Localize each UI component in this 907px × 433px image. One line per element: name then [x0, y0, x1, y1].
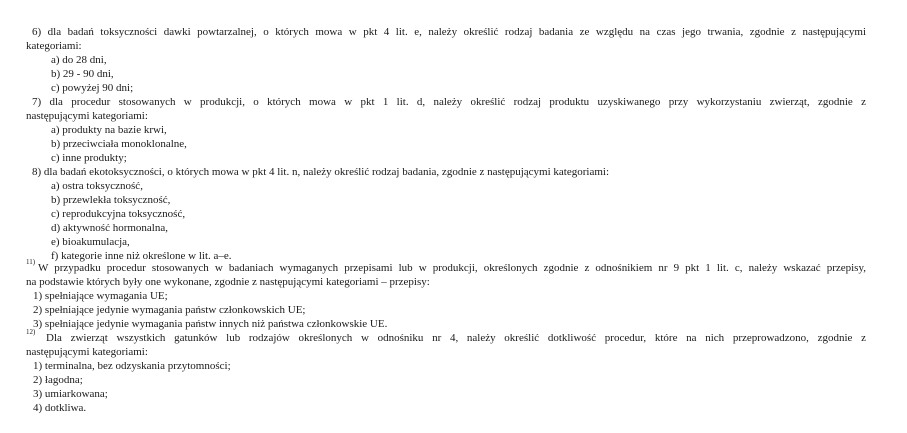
section-6-cont: kategoriami: — [26, 40, 82, 52]
footnote-12-text: Dla zwierząt wszystkich gatunków lub rodzajów określonych w odnośniku nr 4, należy określić dotkliwość procedur, które na nich przeprowadzono, zgodnie z — [46, 332, 866, 344]
footnote-11-text: W przypadku procedur stosowanych w badaniach wymaganych przepisami lub w produkcji, określonych zgodnie z odnośnikiem nr 9 pkt 1 lit. c, należy wskazać przepisy, — [38, 262, 866, 274]
footnote-11-mark: 11) — [26, 258, 36, 266]
section-7-item-c: c) inne produkty; — [51, 152, 127, 164]
section-8-item-a: a) ostra toksyczność, — [51, 180, 143, 192]
section-6-item-c: c) powyżej 90 dni; — [51, 82, 134, 94]
footnote-11-item-3: 3) spełniające jedynie wymagania państw innych niż państwa członkowskie UE. — [33, 318, 388, 330]
footnote-11-cont: na podstawie których były one wykonane, zgodnie z następującymi kategoriami – przepisy: — [26, 276, 430, 288]
footnote-12-item-3: 3) umiarkowana; — [33, 388, 108, 400]
section-7-cont: następującymi kategoriami: — [26, 110, 148, 122]
footnote-12-item-1: 1) terminalna, bez odzyskania przytomności; — [33, 360, 231, 372]
footnote-11-item-1: 1) spełniające wymagania UE; — [33, 290, 168, 302]
section-8-item-f: f) kategorie inne niż określone w lit. a–e. — [51, 250, 232, 262]
section-8-text: 8) dla badań ekotoksyczności, o których mowa w pkt 4 lit. n, należy określić rodzaj badania, zgodnie z następującymi kategoriami: — [32, 166, 610, 178]
section-6-item-a: a) do 28 dni, — [51, 54, 107, 66]
section-8-item-b: b) przewlekła toksyczność, — [51, 194, 171, 206]
footnote-12-cont: następującymi kategoriami: — [26, 346, 148, 358]
footnote-11-item-2: 2) spełniające jedynie wymagania państw członkowskich UE; — [33, 304, 306, 316]
section-6-item-b: b) 29 - 90 dni, — [51, 68, 114, 80]
footnote-12-mark: 12) — [26, 328, 36, 336]
section-8-item-c: c) reprodukcyjna toksyczność, — [51, 208, 186, 220]
section-8-item-e: e) bioakumulacja, — [51, 236, 130, 248]
section-7-text: 7) dla procedur stosowanych w produkcji, o których mowa w pkt 1 lit. d, należy określić rodzaj produktu uzyskiwanego przy wykorzystaniu zwierząt, zgodnie z — [32, 96, 866, 108]
section-7-item-a: a) produkty na bazie krwi, — [51, 124, 167, 136]
footnote-12-item-2: 2) łagodna; — [33, 374, 83, 386]
section-6-text: 6) dla badań toksyczności dawki powtarzalnej, o których mowa w pkt 4 lit. e, należy określić rodzaj badania ze względu na czas jego trwania, zgodnie z następującymi — [32, 26, 866, 38]
section-8-item-d: d) aktywność hormonalna, — [51, 222, 168, 234]
section-7-item-b: b) przeciwciała monoklonalne, — [51, 138, 187, 150]
footnote-12-item-4: 4) dotkliwa. — [33, 402, 87, 414]
